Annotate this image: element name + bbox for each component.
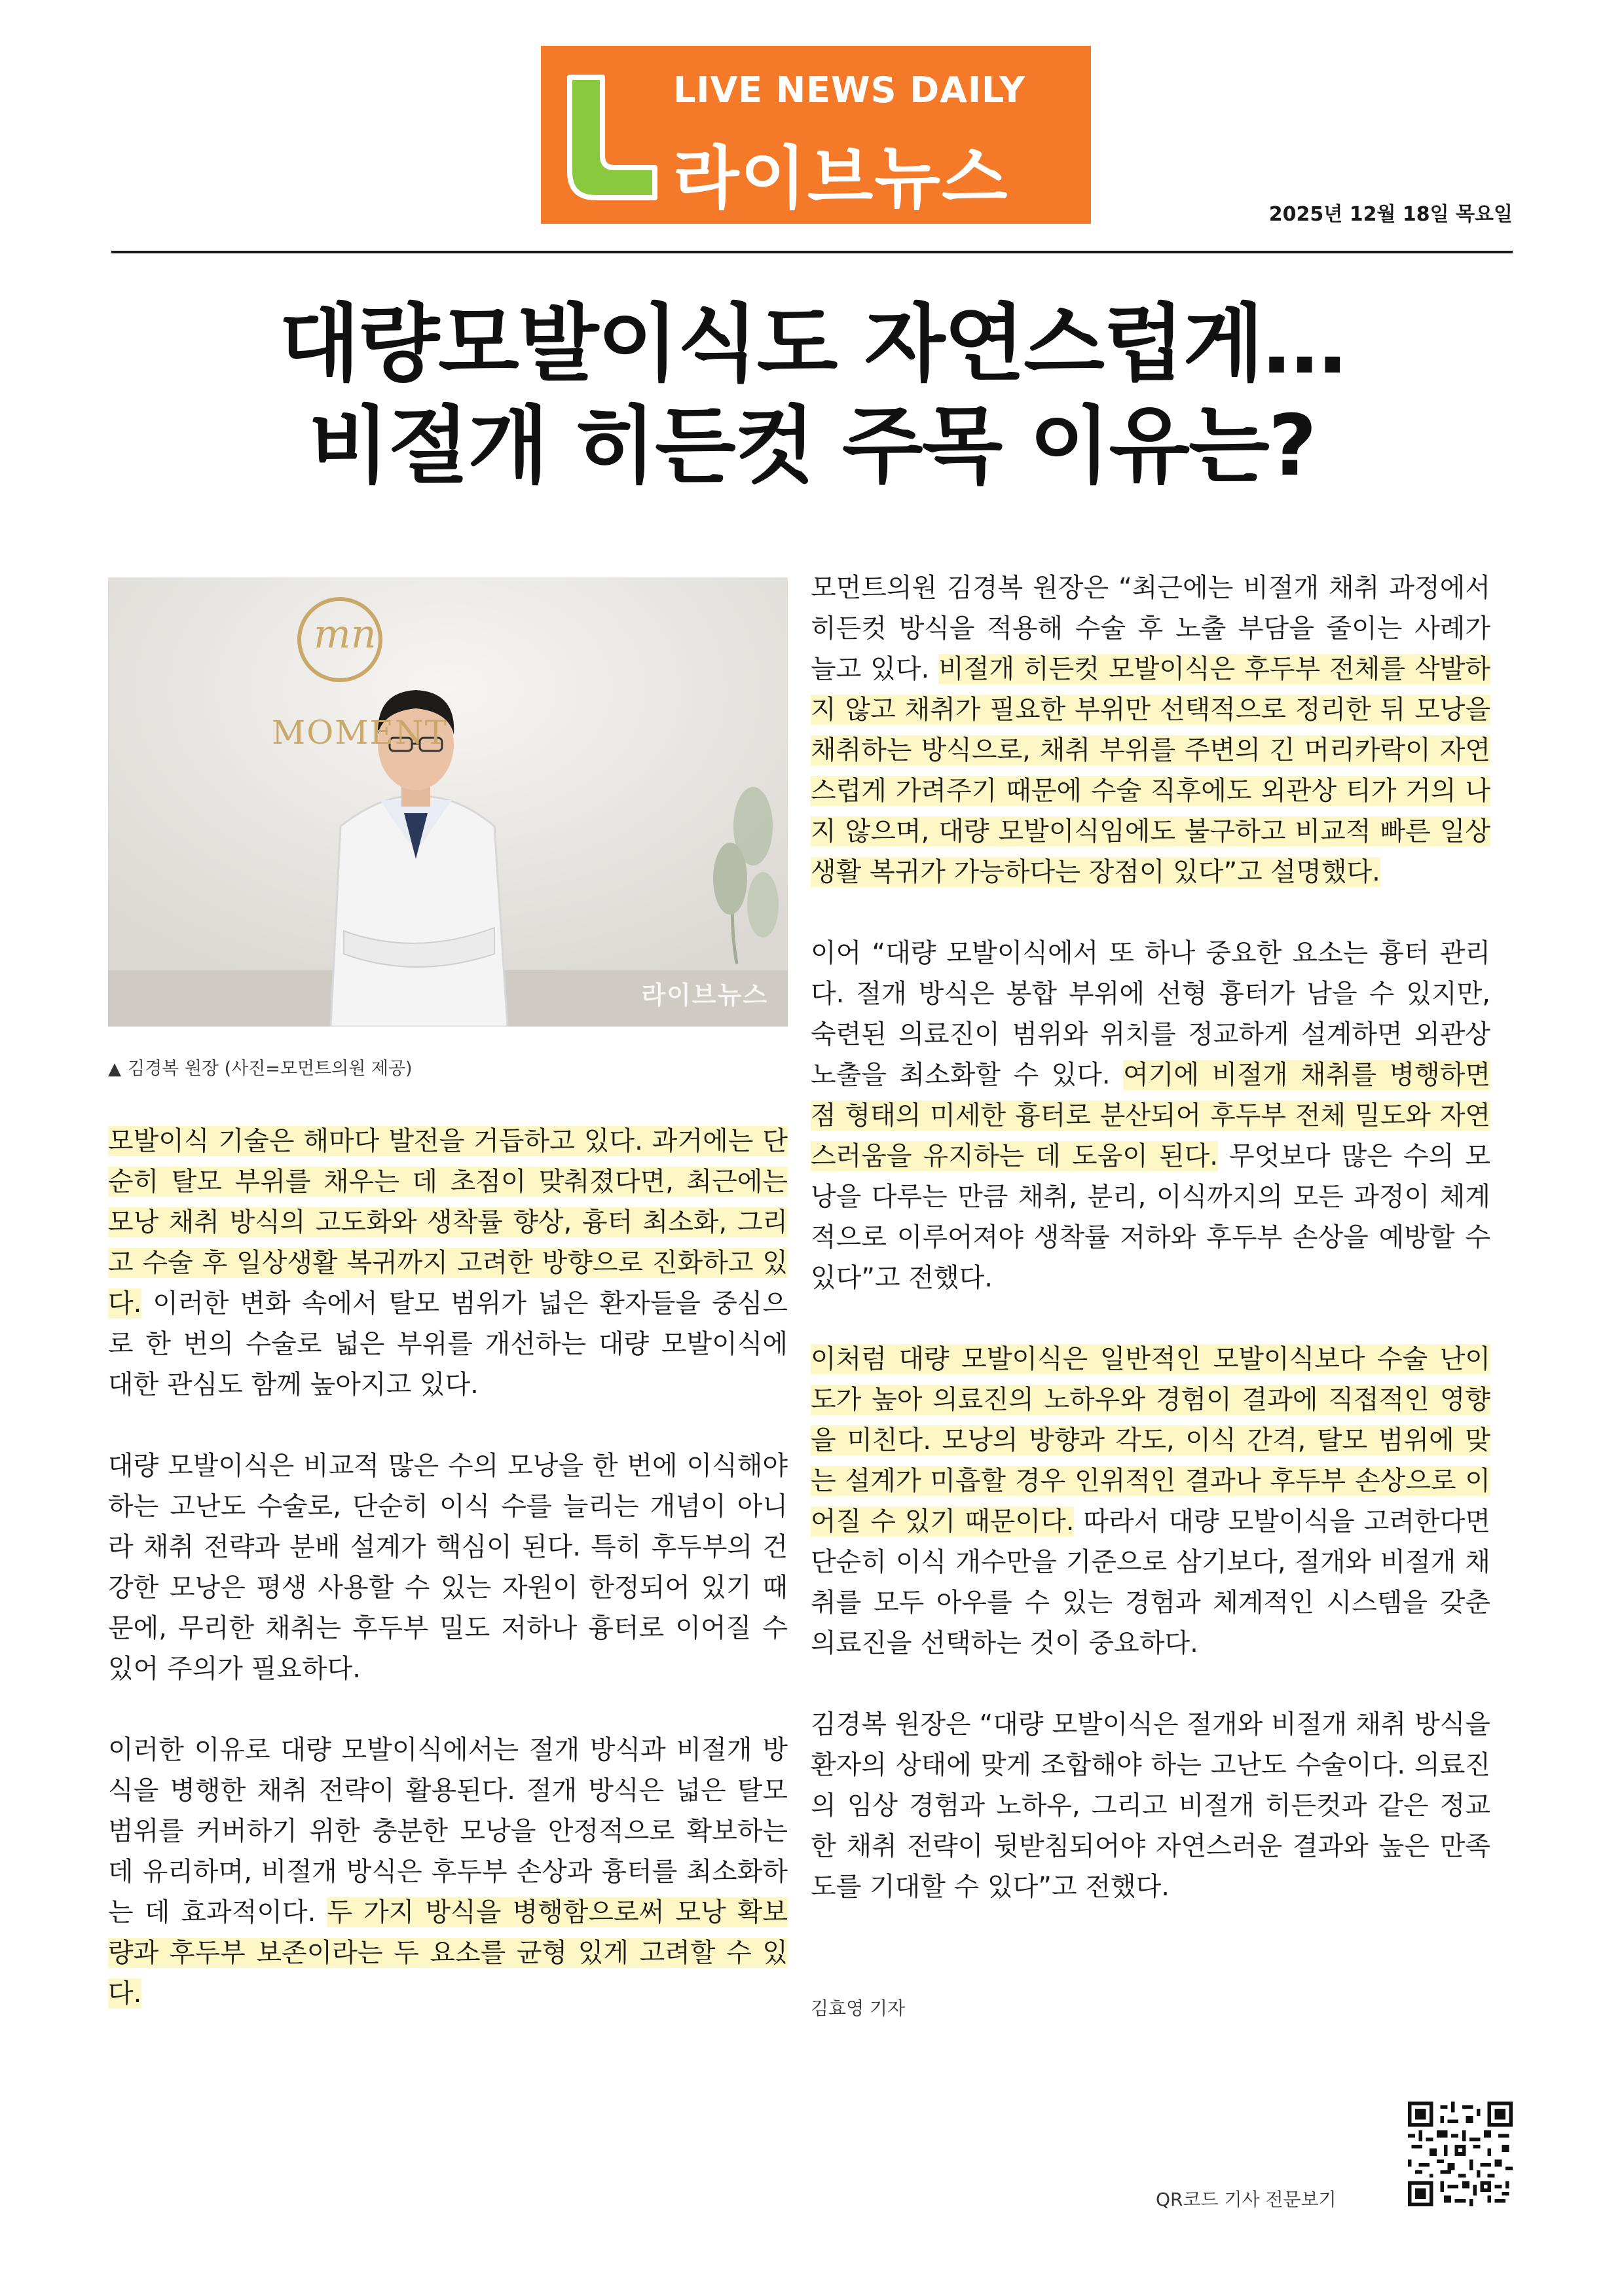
paragraph-text: 대량 모발이식은 비교적 많은 수의 모낭을 한 번에 이식해야 하는 고난도 수술로, 단순히 이식 수를 늘리는 개념이 아니라 채취 전략과 분배 설계가 핵심이 된다. 특히 후두부의 건강한 모낭은 평생 사용할 수 있는 자원이 한정되어 있기 때문에, 무리한 채취는 후두부 밀도 저하나 흉터로 이어질 수 있어 주의가 필요하다.	[108, 1451, 788, 1684]
article-headline	[111, 293, 1513, 498]
paragraph-text: 이어 “대량 모발이식에서 또 하나 중요한 요소는 흉터 관리다. 절개 방식은 봉합 부위에 선형 흉터가 남을 수 있지만, 숙련된 의료진이 범위와 위치를 정교하게 설계하면 외관상 노출을 최소화할 수 있다.	[811, 938, 1490, 1090]
photo-caption	[108, 1054, 413, 1080]
paragraph-4	[811, 568, 1490, 892]
paragraph-text: 모먼트의원 김경복 원장은 “최근에는 비절개 채취 과정에서 히든컷 방식을 적용해 수술 후 노출 부담을 줄이는 사례가 늘고 있다.	[811, 573, 1490, 684]
highlighted-text: 비절개 히든컷 모발이식은 후두부 전체를 삭발하지 않고 채취가 필요한 부위만 선택적으로 정리한 뒤 모낭을 채취하는 방식으로, 채취 부위를 주변의 긴 머리카락이 자연스럽게 가려주기 때문에 수술 직후에도 외관상 티가 거의 나지 않으며, 대량 모발이식임에도 불구하고 비교적 빠른 일상생활 복귀가 가능하다는 장점이 있다”고 설명했다.	[811, 654, 1490, 887]
paragraph-text: 따라서 대량 모발이식을 고려한다면 단순히 이식 개수만을 기준으로 삼기보다, 절개와 비절개 채취를 모두 아우를 수 있는 경험과 체계적인 시스템을 갖춘 의료진을 선택하는 것이 중요하다.	[811, 1506, 1490, 1658]
highlighted-text: 모발이식 기술은 해마다 발전을 거듭하고 있다. 과거에는 단순히 탈모 부위를 채우는 데 초점이 맞춰졌다면, 최근에는 모낭 채취 방식의 고도화와 생착률 향상, 흉터 최소화, 그리고 수술 후 일상생활 복귀까지 고려한 방향으로 진화하고 있다.	[108, 1126, 788, 1319]
paragraph-5	[811, 933, 1490, 1298]
sign-moment: MOMENT	[272, 714, 448, 752]
paragraph-text: 무엇보다 많은 수의 모낭을 다루는 만큼 채취, 분리, 이식까지의 모든 과정이 체계적으로 이루어져야 생착률 저하와 후두부 손상을 예방할 수 있다”고 전했다.	[811, 1141, 1490, 1293]
caption-text: 김경복 원장 (사진=모먼트의원 제공)	[128, 1059, 413, 1079]
reporter-byline: 김효영 기자	[811, 1997, 906, 2019]
paragraph-text: 이러한 변화 속에서 탈모 범위가 넓은 환자들을 중심으로 한 번의 수술로 넓은 부위를 개선하는 대량 모발이식에 대한 관심도 함께 높아지고 있다.	[108, 1288, 788, 1400]
paragraph-2	[108, 1446, 788, 1689]
photo-watermark: 라이브뉴스	[641, 981, 768, 1010]
logo-english-text: LIVE NEWS DAILY	[673, 69, 1026, 111]
paragraph-6	[811, 1339, 1490, 1664]
headline-line-2: 비절개 히든컷 주목 이유는?	[308, 397, 1316, 495]
article-photo[interactable]	[108, 577, 788, 1027]
paragraph-text: 김경복 원장은 “대량 모발이식은 절개와 비절개 채취 방식을 환자의 상태에 맞게 조합해야 하는 고난도 수술이다. 의료진의 임상 경험과 노하우, 그리고 비절개 히든컷과 같은 정교한 채취 전략이 뒷받침되어야 자연스러운 결과와 높은 만족도를 기대할 수 있다”고 전했다.	[811, 1709, 1490, 1902]
paragraph-text: 이러한 이유로 대량 모발이식에서는 절개 방식과 비절개 방식을 병행한 채취 전략이 활용된다. 절개 방식은 넓은 탈모 범위를 커버하기 위한 충분한 모낭을 안정적으로 확보하는 데 유리하며, 비절개 방식은 후두부 손상과 흉터를 최소화하는 데 효과적이다.	[108, 1735, 788, 1927]
article-body-right	[811, 568, 1490, 1948]
highlighted-text: 두 가지 방식을 병행함으로써 모낭 확보량과 후두부 보존이라는 두 요소를 균형 있게 고려할 수 있다.	[108, 1897, 788, 2009]
qr-code-icon[interactable]	[1408, 2102, 1513, 2206]
headline-line-1: 대량모발이식도 자연스럽게…	[278, 295, 1346, 393]
caption-marker: ▲	[108, 1059, 121, 1079]
article-body-left	[108, 1121, 788, 2054]
highlighted-text: 이처럼 대량 모발이식은 일반적인 모발이식보다 수술 난이도가 높아 의료진의 노하우와 경험이 결과에 직접적인 영향을 미친다. 모낭의 방향과 각도, 이식 간격, 탈모 범위에 맞는 설계가 미흡할 경우 인위적인 결과나 후두부 손상으로 이어질 수 있기 때문이다.	[811, 1344, 1490, 1537]
publish-date: 2025년 12월 18일 목요일	[1268, 203, 1513, 226]
qr-label: QR코드 기사 전문보기	[1156, 2189, 1337, 2210]
site-logo[interactable]	[541, 46, 1091, 224]
paragraph-3	[108, 1730, 788, 2014]
highlighted-text: 여기에 비절개 채취를 병행하면 점 형태의 미세한 흉터로 분산되어 후두부 전체 밀도와 자연스러움을 유지하는 데 도움이 된다.	[811, 1060, 1490, 1171]
header-divider	[111, 251, 1513, 253]
photo-illustration	[108, 577, 788, 1027]
logo-korean-text: 라이브뉴스	[673, 138, 1009, 218]
paragraph-7	[811, 1704, 1490, 1907]
logo-letter-l-icon	[563, 72, 661, 203]
paragraph-1	[108, 1121, 788, 1405]
sign-monogram: mn	[314, 611, 377, 657]
